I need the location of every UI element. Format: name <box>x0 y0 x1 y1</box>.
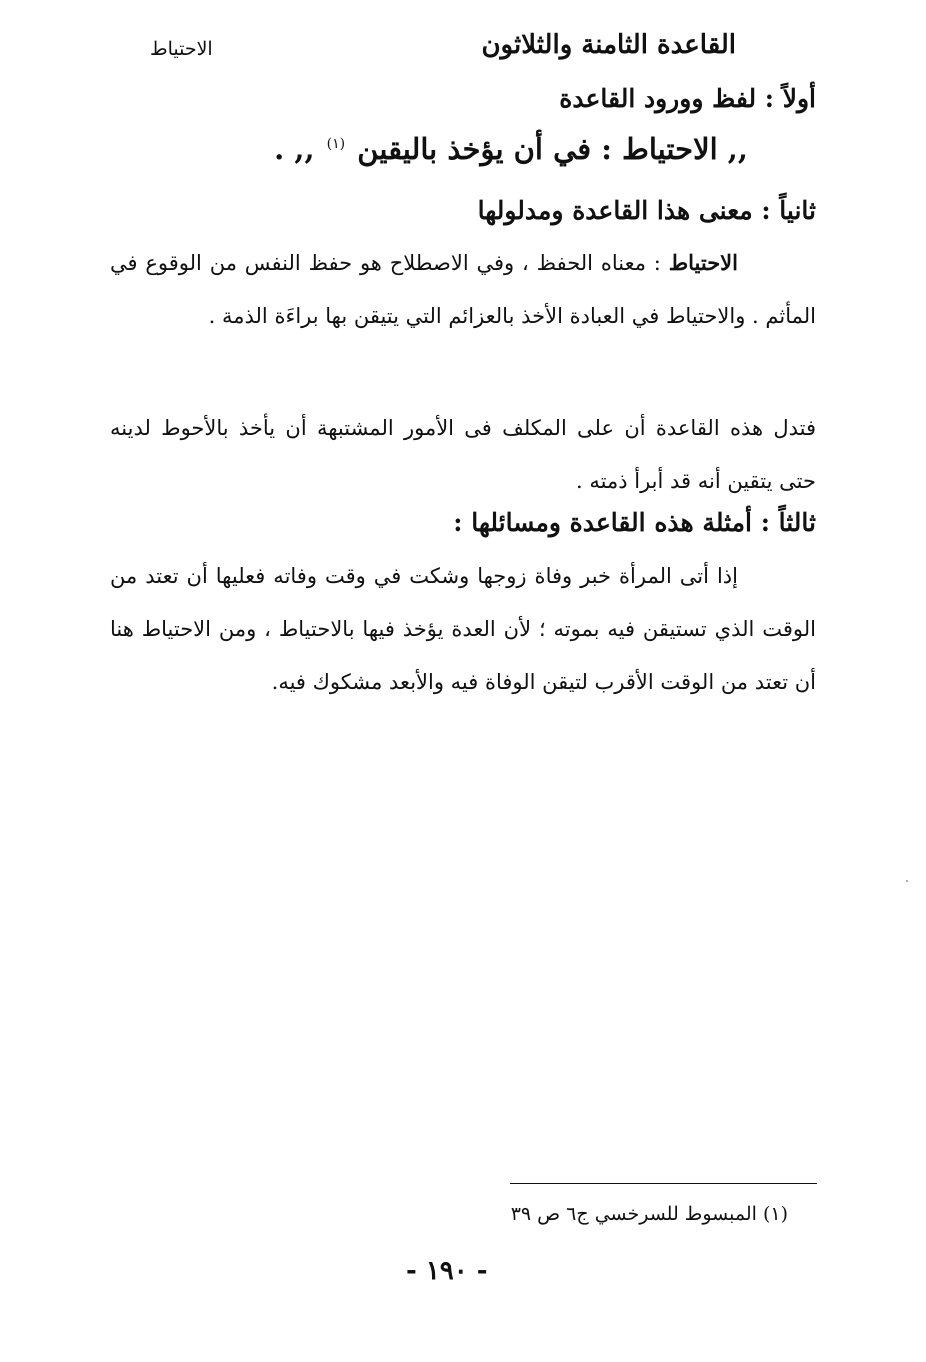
rule-statement <box>274 132 748 166</box>
footnote-divider <box>510 1183 817 1184</box>
running-title: القاعدة الثامنة والثلاثون <box>481 30 736 60</box>
running-subject: الاحتياط <box>150 38 213 60</box>
meaning-paragraph <box>110 236 816 343</box>
implication-paragraph: فتدل هذه القاعدة أن على المكلف فى الأمور المشتبهة أن يأخذ بالأحوط لدينه حتى يتقين أنه قد أبرأ ذمته . <box>110 416 816 493</box>
section-heading-wording: أولاً : لفظ وورود القاعدة <box>559 84 816 113</box>
meaning-term: الاحتياط <box>668 250 738 275</box>
section-heading-examples: ثالثاً : أمثلة هذه القاعدة ومسائلها : <box>453 508 816 537</box>
footnote: (١) المبسوط للسرخسي ج٦ ص ٣٩ <box>510 1203 788 1225</box>
page-number: - ١٩٠ - <box>406 1256 488 1286</box>
scan-speck <box>906 880 908 882</box>
rule-statement-text: ,, الاحتياط : في أن يؤخذ باليقين <box>357 132 748 166</box>
footnote-reference: (١) <box>326 136 346 153</box>
rule-statement-close: ,, . <box>274 132 315 166</box>
section-heading-meaning: ثانياً : معنى هذا القاعدة ومدلولها <box>477 196 816 225</box>
examples-paragraph: إذا أتى المرأة خبر وفاة زوجها وشكت في وقت وفاته فعليها أن تعتد من الوقت الذي تستيقن فيه بموته ؛ لأن العدة يؤخذ فيها بالاحتياط ، ومن الاحتياط هنا أن تعتد من الوقت الأقرب لتيقن الوفاة فيه والأبعد مشكوك فيه. <box>110 564 816 694</box>
meaning-text: : معناه الحفظ ، وفي الاصطلاح هو حفظ النفس من الوقوع في المأثم . والاحتياط في العبادة الأخذ بالعزائم التي يتيقن بها براءَة الذمة . <box>110 251 816 328</box>
